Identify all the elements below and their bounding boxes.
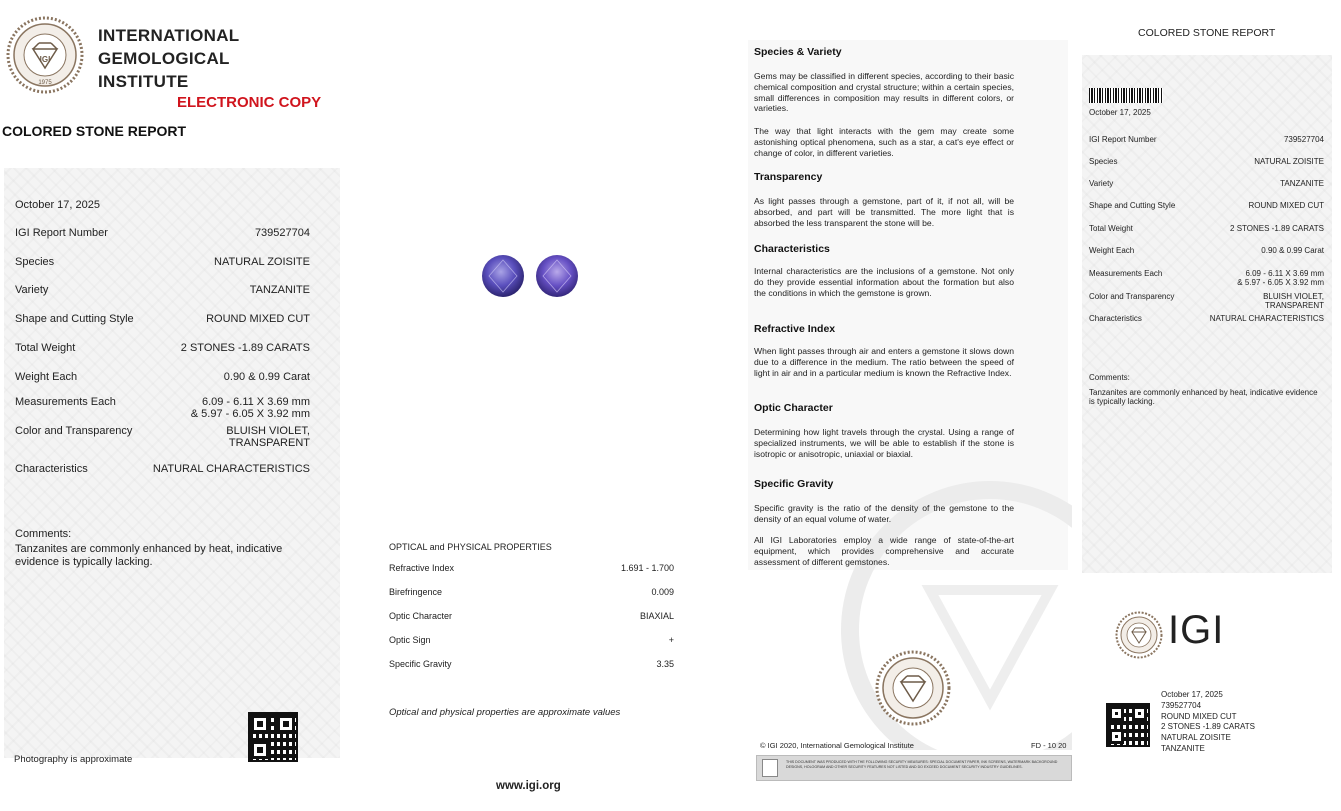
row-label: Characteristics <box>1089 314 1142 323</box>
table-row <box>15 396 310 422</box>
row-value: 1.691 - 1.700 <box>620 563 674 573</box>
row-value: ROUND MIXED CUT <box>206 313 310 325</box>
table-row <box>1089 179 1324 189</box>
row-value: 0.90 & 0.99 Carat <box>223 371 310 383</box>
row-label: Shape and Cutting Style <box>15 313 134 325</box>
row-label: Species <box>15 256 55 268</box>
row-label: Measurements Each <box>1089 269 1163 278</box>
row-value-line1: 6.09 - 6.11 X 3.69 mm <box>1245 269 1324 278</box>
row-label: Measurements Each <box>15 396 116 408</box>
section-paragraph: As light passes through a gemstone, part of it, if not all, will be absorbed, and part will be transmitted. The more light that is absorbed the less transparent the stone will be. <box>754 196 1014 228</box>
row-label: IGI Report Number <box>1089 135 1157 144</box>
card-info <box>1161 690 1255 755</box>
section-paragraph: The way that light interacts with the gem may create some astonishing optical phenomena, such as a star, a cat's eye effect or change of color, in different varieties. <box>754 126 1014 158</box>
qr-code[interactable] <box>1106 703 1150 747</box>
table-row <box>1089 135 1324 145</box>
row-label: Birefringence <box>389 587 443 597</box>
row-label: Total Weight <box>1089 224 1133 233</box>
row-value: + <box>668 635 674 645</box>
website-link[interactable]: www.igi.org <box>496 780 561 792</box>
card-line: ROUND MIXED CUT <box>1161 711 1237 721</box>
section-paragraph: Gems may be classified in different species, according to their basic chemical composition and crystal structure; within a certain species, small differences in composition may results in different colors, or varieties. <box>754 71 1014 114</box>
table-row <box>15 342 310 356</box>
card-line: 2 STONES -1.89 CARATS <box>1161 722 1255 732</box>
table-row <box>389 611 674 623</box>
table-row <box>15 284 310 298</box>
table-row <box>1089 269 1324 289</box>
section-heading: Species & Variety <box>754 46 842 58</box>
card-line: 739527704 <box>1161 700 1202 710</box>
table-row <box>15 371 310 385</box>
igi-seal-logo <box>875 650 951 726</box>
row-label: Optic Character <box>389 611 453 621</box>
table-row <box>15 227 310 241</box>
table-row <box>15 425 310 451</box>
row-label: Variety <box>1089 179 1114 188</box>
comments-text: Tanzanites are commonly enhanced by heat, indicative evidence is typically lacking. <box>15 543 283 568</box>
seal-initials: IGI <box>39 55 51 64</box>
row-value: NATURAL ZOISITE <box>214 256 310 268</box>
row-value-line2: TRANSPARENT <box>228 437 310 449</box>
row-value: NATURAL CHARACTERISTICS <box>1209 314 1324 323</box>
row-label: IGI Report Number <box>15 227 108 239</box>
igi-logo-text: IGI <box>1168 608 1225 652</box>
section-heading: Optic Character <box>754 402 833 414</box>
row-value: TANZANITE <box>249 284 310 296</box>
table-row <box>1089 224 1324 234</box>
card-line: October 17, 2025 <box>1161 690 1223 699</box>
optical-title: OPTICAL and PHYSICAL PROPERTIES <box>389 542 552 552</box>
row-value: 739527704 <box>254 227 310 239</box>
igi-seal-logo <box>1115 611 1163 659</box>
section-heading: Specific Gravity <box>754 478 834 490</box>
row-value <box>191 396 310 420</box>
row-value-line1: 6.09 - 6.11 X 3.69 mm <box>201 396 310 408</box>
org-name-line3: INSTITUTE <box>98 72 189 91</box>
table-row <box>1089 314 1324 324</box>
row-label: Weight Each <box>1089 246 1135 255</box>
security-notice: THIS DOCUMENT WAS PRODUCED WITH THE FOLLOWING SECURITY MEASURES: SPECIAL DOCUMENT PAPER, INK SCREENS, WATERMARK BACKGROUND DESIGNS, HOLOGRAM AND OTHER SECURITY FEATURES NOT LISTED AND DO EXCEED DOCUMENT SECURITY INDUSTRY GUIDELINES. <box>786 760 1058 769</box>
copyright-text: © IGI 2020, International Gemological Institute <box>760 741 914 750</box>
igi-seal-logo <box>6 16 84 94</box>
row-value: TANZANITE <box>1280 179 1324 188</box>
section-heading: Characteristics <box>754 243 830 255</box>
row-label: Optic Sign <box>389 635 431 645</box>
row-value: ROUND MIXED CUT <box>1248 201 1324 210</box>
section-heading: Transparency <box>754 171 823 183</box>
report-date: October 17, 2025 <box>15 199 101 211</box>
row-value: 2 STONES -1.89 CARATS <box>1230 224 1324 233</box>
row-value-line2: TRANSPARENT <box>1265 301 1324 310</box>
org-name <box>98 24 239 93</box>
row-value: 0.90 & 0.99 Carat <box>1261 246 1324 255</box>
card-line: TANZANITE <box>1161 743 1205 753</box>
row-value: NATURAL ZOISITE <box>1254 157 1324 166</box>
section-paragraph: Internal characteristics are the inclusions of a gemstone. Not only do they provide essential information about the formation but also the conditions in which the gemstone is grown. <box>754 266 1014 298</box>
row-value-line1: BLUISH VIOLET, <box>226 425 310 437</box>
table-row <box>389 659 674 671</box>
optical-properties <box>389 540 674 680</box>
table-row <box>389 587 674 599</box>
qr-code[interactable] <box>248 712 298 762</box>
seal-year: 1975 <box>38 80 52 86</box>
row-value: BIAXIAL <box>639 611 674 621</box>
section-paragraph: Specific gravity is the ratio of the density of the gemstone to the density of an equal volume of water. <box>754 503 1014 524</box>
optical-note: Optical and physical properties are approximate values <box>389 707 621 718</box>
table-row <box>389 563 674 575</box>
row-label: Weight Each <box>15 371 78 383</box>
row-label: Species <box>1089 157 1118 166</box>
table-row <box>15 256 310 270</box>
section-paragraph: Determining how light travels through the crystal. Using a range of specialized instruments, we will be able to establish if the stone is isotropic or anisotropic, uniaxial or biaxial. <box>754 427 1014 459</box>
barcode <box>1089 88 1163 103</box>
table-row <box>1089 292 1324 312</box>
row-label: Refractive Index <box>389 563 455 573</box>
table-row <box>1089 201 1324 211</box>
photography-note: Photography is approximate <box>14 754 133 765</box>
comments-label: Comments: <box>15 528 72 540</box>
section-heading: Refractive Index <box>754 323 836 335</box>
section-paragraph: All IGI Laboratories employ a wide range of state-of-the-art equipment, which provides comprehensive and accurate assessment of different gemstones. <box>754 535 1014 567</box>
summary-comments-text: Tanzanites are commonly enhanced by heat, indicative evidence is typically lacking. <box>1089 388 1318 406</box>
table-row <box>389 635 674 647</box>
row-value: NATURAL CHARACTERISTICS <box>152 463 310 475</box>
section-paragraph: When light passes through air and enters a gemstone it slows down due to a difference in the medium. The ratio between the speed of light in air and in a particular medium is known the Refractive Index. <box>754 346 1014 378</box>
security-bar <box>756 755 1072 781</box>
table-row <box>1089 157 1324 167</box>
document-icon <box>762 759 778 777</box>
row-value-line2: & 5.97 - 6.05 X 3.92 mm <box>190 408 310 420</box>
row-label: Color and Transparency <box>15 425 133 437</box>
card-line: NATURAL ZOISITE <box>1161 733 1231 743</box>
row-value: 3.35 <box>656 659 674 669</box>
summary-comments-label: Comments: <box>1089 373 1130 382</box>
row-label: Total Weight <box>15 342 76 354</box>
row-label: Characteristics <box>15 463 88 475</box>
row-value: 739527704 <box>1283 135 1324 144</box>
row-label: Variety <box>15 284 49 296</box>
form-code: FD - 10 20 <box>1031 741 1067 750</box>
row-value <box>1237 269 1324 287</box>
org-name-line1: INTERNATIONAL <box>98 26 240 45</box>
stones-photo <box>478 252 584 302</box>
table-row <box>1089 246 1324 256</box>
summary-date: October 17, 2025 <box>1089 108 1151 117</box>
row-label: Color and Transparency <box>1089 292 1175 301</box>
report-page <box>0 0 370 811</box>
org-name-line2: GEMOLOGICAL <box>98 49 230 68</box>
row-value: 2 STONES -1.89 CARATS <box>180 342 310 354</box>
summary-title: COLORED STONE REPORT <box>1138 27 1276 39</box>
row-value-line1: BLUISH VIOLET, <box>1263 292 1324 301</box>
table-row <box>15 313 310 327</box>
row-value-line2: & 5.97 - 6.05 X 3.92 mm <box>1237 278 1324 287</box>
row-label: Shape and Cutting Style <box>1089 201 1176 210</box>
electronic-copy-label: ELECTRONIC COPY <box>177 94 322 111</box>
row-value <box>1263 292 1324 310</box>
row-value: 0.009 <box>651 587 674 597</box>
row-label: Specific Gravity <box>389 659 452 669</box>
tanzanite-stones-image <box>478 252 584 302</box>
table-row <box>15 463 310 477</box>
report-title: COLORED STONE REPORT <box>2 123 187 139</box>
row-value <box>226 425 310 449</box>
